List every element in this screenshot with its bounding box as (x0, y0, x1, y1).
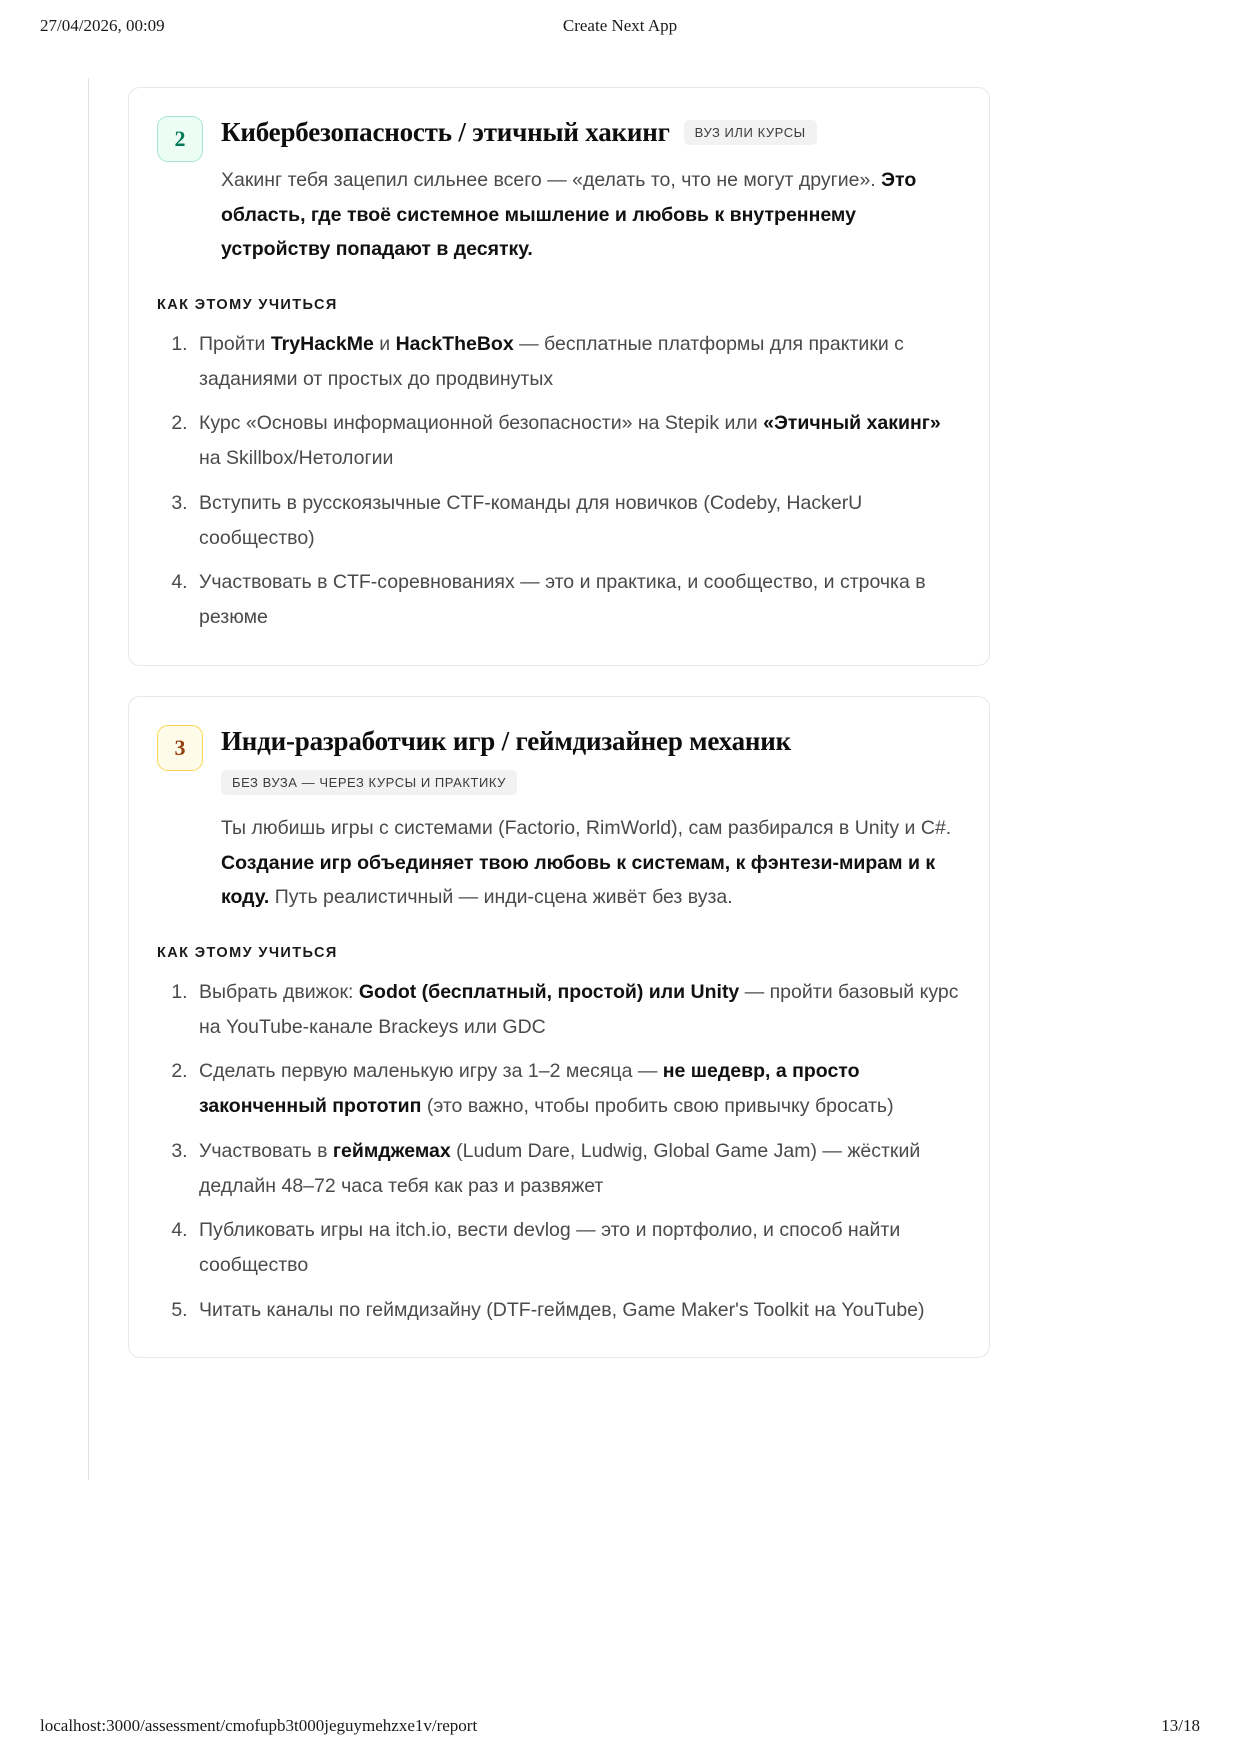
card-path-tag-row (221, 770, 961, 795)
how-to-learn-steps (157, 975, 961, 1327)
card-title-row (221, 116, 951, 149)
timeline-rail (88, 78, 89, 1480)
how-to-learn-label: КАК ЭТОМУ УЧИТЬСЯ (157, 945, 338, 962)
step-item: 2. Сделать первую маленькую игру за 1–2 месяца — не шедевр, а просто законченный прототип (это важно, чтобы пробить свою привычку бросать) (193, 1054, 961, 1123)
step-item: 1. Выбрать движок: Godot (бесплатный, простой) или Unity — пройти базовый курс на YouTube-канале Brackeys или GDC (193, 975, 961, 1044)
print-footer-page: 13/18 (1161, 1716, 1200, 1735)
recommendation-card-list (128, 87, 990, 1388)
step-item: 3. Участвовать в геймджемах (Ludum Dare, Ludwig, Global Game Jam) — жёсткий дедлайн 48–72 часа тебя как раз и развяжет (193, 1134, 961, 1203)
recommendation-card (128, 87, 990, 666)
card-header (157, 114, 961, 267)
print-footer-url: localhost:3000/assessment/cmofupb3t000jeguymehzxe1v/report (40, 1716, 478, 1735)
step-item: 4. Участвовать в CTF-соревнованиях — это и практика, и сообщество, и строчка в резюме (193, 565, 961, 634)
card-title: Кибербезопасность / этичный хакинг (221, 117, 670, 147)
card-header-body (221, 723, 961, 915)
print-header-title: Create Next App (562, 16, 678, 35)
recommendation-card (128, 696, 990, 1359)
step-item: 4. Публиковать игры на itch.io, вести devlog — это и портфолио, и способ найти сообщество (193, 1213, 961, 1282)
step-item: 3. Вступить в русскоязычные CTF-команды для новичков (Codeby, HackerU сообщество) (193, 486, 961, 555)
card-summary: Хакинг тебя зацепил сильнее всего — «делать то, что не могут другие». Это область, где твоё системное мышление и любовь к внутреннему устройству попадают в десятку. (221, 168, 917, 261)
card-title-row (221, 725, 961, 758)
how-to-learn-steps (157, 327, 961, 635)
print-header-date: 27/04/2026, 00:09 (40, 16, 165, 35)
card-title: Инди-разработчик игр / геймдизайнер механик (221, 725, 791, 756)
card-number-badge: 2 (157, 116, 203, 162)
card-header (157, 723, 961, 915)
card-summary: Ты любишь игры с системами (Factorio, RimWorld), сам разбирался в Unity и C#. Создание игр объединяет твою любовь к системам, к фэнтези-мирам и к коду. Путь реалистичный — инди-сцена живёт без вуза. (221, 816, 952, 909)
how-to-learn-label: КАК ЭТОМУ УЧИТЬСЯ (157, 297, 338, 314)
card-number-badge: 3 (157, 725, 203, 771)
step-item: 1. Пройти TryHackMe и HackTheBox — бесплатные платформы для практики с заданиями от простых до продвинутых (193, 327, 961, 396)
card-header-body (221, 114, 961, 267)
card-path-tag: ВУЗ ИЛИ КУРСЫ (684, 120, 817, 145)
step-item: 5. Читать каналы по геймдизайну (DTF-геймдев, Game Maker's Toolkit на YouTube) (193, 1293, 961, 1328)
step-item: 2. Курс «Основы информационной безопасности» на Stepik или «Этичный хакинг» на Skillbox/Нетологии (193, 406, 961, 475)
card-path-tag: БЕЗ ВУЗА — ЧЕРЕЗ КУРСЫ И ПРАКТИКУ (221, 770, 517, 795)
